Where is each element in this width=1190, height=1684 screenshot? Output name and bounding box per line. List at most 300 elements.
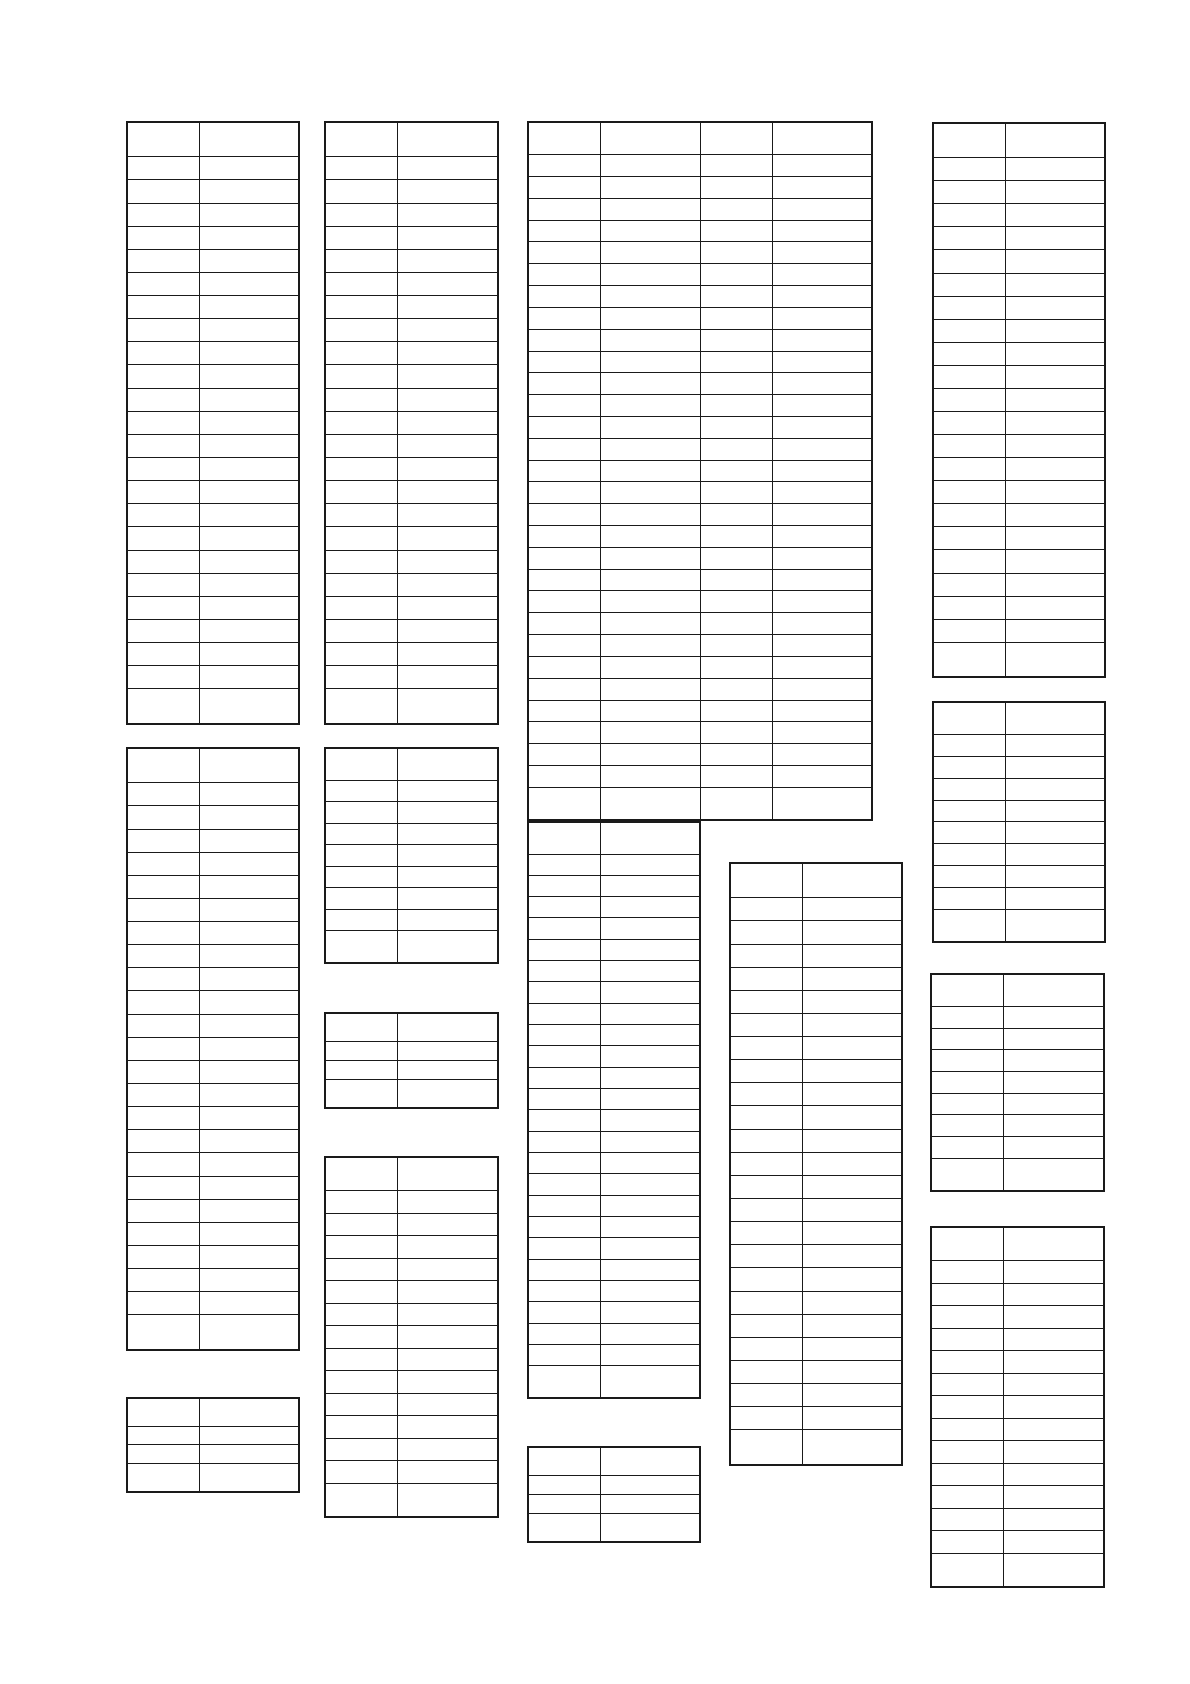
table-cell (600, 656, 700, 678)
table-cell (600, 744, 700, 766)
table-cell (397, 780, 498, 802)
table-cell (397, 802, 498, 824)
table-row (325, 226, 498, 249)
table-row (127, 1222, 299, 1245)
table-cell (1005, 319, 1105, 342)
table-row (325, 620, 498, 643)
table-cell (931, 1486, 1003, 1509)
table-cell (325, 180, 397, 203)
table-cell (127, 226, 199, 249)
table-cell (600, 1174, 700, 1195)
table-row (127, 1199, 299, 1222)
table-cell (700, 504, 772, 526)
table-cell (802, 967, 902, 990)
table-cell (325, 1258, 397, 1281)
table-cell (325, 888, 397, 910)
table-cell (600, 264, 700, 286)
table-cell (600, 1447, 700, 1476)
table-cell (127, 898, 199, 921)
table-cell (528, 1238, 600, 1259)
table-cell (528, 198, 600, 220)
table-cell (600, 613, 700, 635)
table-cell (199, 226, 299, 249)
table-cell (127, 875, 199, 898)
table-cell (600, 875, 700, 896)
table-row (528, 1345, 700, 1366)
table-row (528, 897, 700, 918)
table-cell (700, 329, 772, 351)
table-cell (1003, 1050, 1104, 1072)
table-cell (600, 1025, 700, 1046)
table-cell (127, 1398, 199, 1426)
table-row (730, 1129, 902, 1152)
table-cell (933, 822, 1005, 844)
table-cell (1003, 1373, 1104, 1396)
table-cell (1005, 909, 1105, 942)
table-cell (199, 1176, 299, 1199)
table-cell (127, 643, 199, 666)
table-cell (933, 181, 1005, 204)
table-cell (127, 748, 199, 783)
table-cell (1005, 458, 1105, 481)
table-row (528, 744, 872, 766)
table-cell (1005, 123, 1105, 158)
table-cell (931, 1072, 1003, 1094)
table-cell (600, 395, 700, 417)
table-cell (802, 921, 902, 944)
table-cell (199, 1107, 299, 1130)
table-cell (127, 1246, 199, 1269)
table-cell (397, 1191, 498, 1214)
table-cell (1003, 1227, 1104, 1261)
table-cell (397, 249, 498, 272)
table-cell (931, 1283, 1003, 1306)
table-cell (397, 1213, 498, 1236)
table-cell (600, 897, 700, 918)
table-cell (700, 438, 772, 460)
table-row (933, 458, 1105, 481)
table-cell (199, 157, 299, 180)
table-cell (931, 1441, 1003, 1464)
table-cell (127, 922, 199, 945)
table-cell (397, 1236, 498, 1259)
table-row (933, 757, 1105, 779)
table-cell (528, 961, 600, 982)
table-cell (1005, 435, 1105, 458)
table-cell (1005, 735, 1105, 757)
table-cell (325, 226, 397, 249)
table-cell (199, 596, 299, 619)
table-row (127, 272, 299, 295)
table-row (325, 1438, 498, 1461)
table-cell (1005, 822, 1105, 844)
table-cell (528, 1131, 600, 1152)
table-cell (772, 329, 872, 351)
table-cell (772, 198, 872, 220)
table-cell (730, 967, 802, 990)
table-cell (600, 765, 700, 787)
table-cell (730, 1129, 802, 1152)
table-cell (199, 550, 299, 573)
table-cell (1003, 1158, 1104, 1191)
table-cell (700, 787, 772, 820)
table-cell (528, 1302, 600, 1323)
table-row (127, 1060, 299, 1083)
table-row (127, 1107, 299, 1130)
table-row (325, 1061, 498, 1080)
table-cell (1005, 342, 1105, 365)
table-cell (199, 748, 299, 783)
table-row (528, 1089, 700, 1110)
table-row (325, 666, 498, 689)
table-row (325, 748, 498, 780)
table-cell (700, 569, 772, 591)
table-cell (600, 1195, 700, 1216)
table-cell (199, 852, 299, 875)
table-cell (397, 1371, 498, 1394)
table-cell (528, 264, 600, 286)
table-row (127, 1176, 299, 1199)
table-cell (199, 1445, 299, 1464)
table-row (127, 806, 299, 829)
table-cell (325, 1236, 397, 1259)
table-row (933, 573, 1105, 596)
table-cell (730, 898, 802, 921)
table-cell (199, 1426, 299, 1445)
table-cell (528, 1323, 600, 1344)
table-cell (199, 1398, 299, 1426)
table-cell (600, 678, 700, 700)
table-cell (325, 1213, 397, 1236)
table-row (931, 1508, 1104, 1531)
table-cell (397, 272, 498, 295)
table-cell (199, 643, 299, 666)
table-row (127, 458, 299, 481)
table-row (127, 1398, 299, 1426)
table-cell (772, 591, 872, 613)
table-cell (700, 286, 772, 308)
table-cell (397, 1080, 498, 1109)
table-cell (1005, 204, 1105, 227)
table-cell (199, 411, 299, 434)
table-cell (772, 787, 872, 820)
table-cell (600, 1476, 700, 1495)
table-cell (397, 1326, 498, 1349)
table-cell (700, 526, 772, 548)
table-cell (127, 852, 199, 875)
table-row (325, 180, 498, 203)
table-row (528, 939, 700, 960)
table-row (528, 635, 872, 657)
table-cell (730, 944, 802, 967)
table-cell (933, 481, 1005, 504)
table-cell (730, 1268, 802, 1291)
table-row (127, 620, 299, 643)
table-cell (730, 1407, 802, 1430)
table-cell (802, 1152, 902, 1175)
table-row (528, 1302, 700, 1323)
table-cell (325, 1438, 397, 1461)
table-cell (931, 1508, 1003, 1531)
table-cell (931, 1553, 1003, 1587)
table-row (528, 918, 700, 939)
table-row (931, 1486, 1104, 1509)
table-cell (199, 296, 299, 319)
table-cell (1005, 181, 1105, 204)
table-row (325, 434, 498, 457)
table-cell (600, 438, 700, 460)
table-cell (325, 689, 397, 724)
table-row (127, 666, 299, 689)
table-row (127, 1445, 299, 1464)
table-cell (772, 122, 872, 155)
table-row (528, 765, 872, 787)
table-cell (325, 1393, 397, 1416)
table-row (528, 373, 872, 395)
table-cell (802, 898, 902, 921)
table-cell (528, 897, 600, 918)
table-cell (931, 1028, 1003, 1050)
table-cell (528, 177, 600, 199)
table-cell (1005, 702, 1105, 735)
table-cell (700, 482, 772, 504)
table-cell (127, 504, 199, 527)
table-cell (325, 866, 397, 888)
table-row (528, 1259, 700, 1280)
table-cell (933, 642, 1005, 677)
table-cell (772, 220, 872, 242)
table-row (931, 1463, 1104, 1486)
table-row (931, 1072, 1104, 1094)
blank-table-7 (527, 821, 701, 1399)
table-cell (1005, 550, 1105, 573)
table-cell (397, 1438, 498, 1461)
table-row (933, 735, 1105, 757)
table-cell (397, 434, 498, 457)
table-row (933, 388, 1105, 411)
table-row (730, 1222, 902, 1245)
table-row (528, 1217, 700, 1238)
table-cell (933, 227, 1005, 250)
table-cell (325, 845, 397, 867)
table-cell (528, 122, 600, 155)
table-row (931, 1306, 1104, 1329)
table-cell (802, 1430, 902, 1465)
table-cell (325, 1191, 397, 1214)
table-row (127, 226, 299, 249)
table-row (730, 921, 902, 944)
table-cell (933, 273, 1005, 296)
table-cell (1003, 1283, 1104, 1306)
table-row (528, 1003, 700, 1024)
table-cell (931, 1093, 1003, 1115)
table-cell (1005, 296, 1105, 319)
table-cell (1005, 757, 1105, 779)
table-cell (700, 700, 772, 722)
table-cell (933, 550, 1005, 573)
table-cell (397, 1393, 498, 1416)
table-cell (199, 1153, 299, 1176)
table-cell (933, 123, 1005, 158)
table-cell (933, 909, 1005, 942)
table-cell (700, 395, 772, 417)
table-cell (1003, 1553, 1104, 1587)
table-cell (199, 945, 299, 968)
table-cell (933, 342, 1005, 365)
table-cell (1005, 642, 1105, 677)
table-row (528, 1447, 700, 1476)
table-row (528, 854, 700, 875)
table-cell (931, 1007, 1003, 1029)
table-row (931, 1261, 1104, 1284)
table-row (528, 1153, 700, 1174)
table-cell (802, 1037, 902, 1060)
table-cell (600, 460, 700, 482)
table-row (325, 689, 498, 724)
table-cell (127, 1292, 199, 1315)
table-cell (730, 1175, 802, 1198)
table-row (127, 852, 299, 875)
table-row (325, 504, 498, 527)
table-row (933, 481, 1105, 504)
table-cell (397, 1258, 498, 1281)
table-row (528, 678, 872, 700)
table-row (528, 1366, 700, 1398)
table-cell (1005, 388, 1105, 411)
table-cell (397, 823, 498, 845)
table-row (933, 504, 1105, 527)
table-cell (397, 866, 498, 888)
table-row (127, 829, 299, 852)
table-row (730, 1013, 902, 1036)
table-cell (397, 342, 498, 365)
table-row (325, 802, 498, 824)
table-cell (600, 1281, 700, 1302)
table-row (933, 844, 1105, 866)
table-row (730, 1384, 902, 1407)
table-cell (1003, 1328, 1104, 1351)
table-cell (325, 1281, 397, 1304)
table-row (931, 1553, 1104, 1587)
table-cell (600, 329, 700, 351)
table-cell (199, 272, 299, 295)
table-cell (528, 155, 600, 177)
table-cell (802, 1083, 902, 1106)
table-row (931, 1007, 1104, 1029)
table-cell (397, 504, 498, 527)
table-row (933, 619, 1105, 642)
table-cell (600, 307, 700, 329)
blank-table-11 (324, 1156, 499, 1518)
table-row (730, 1152, 902, 1175)
table-row (931, 1137, 1104, 1159)
table-cell (199, 922, 299, 945)
table-row (933, 273, 1105, 296)
table-cell (1005, 273, 1105, 296)
table-cell (772, 678, 872, 700)
table-cell (933, 800, 1005, 822)
table-cell (127, 434, 199, 457)
table-row (127, 945, 299, 968)
table-cell (772, 547, 872, 569)
table-row (127, 481, 299, 504)
table-cell (397, 296, 498, 319)
table-row (325, 1042, 498, 1061)
table-cell (528, 1003, 600, 1024)
table-cell (600, 722, 700, 744)
table-row (528, 1110, 700, 1131)
table-row (730, 1245, 902, 1268)
table-row (931, 1418, 1104, 1441)
table-cell (700, 635, 772, 657)
table-cell (1003, 1072, 1104, 1094)
table-cell (600, 1259, 700, 1280)
table-cell (199, 180, 299, 203)
table-cell (127, 272, 199, 295)
table-row (325, 573, 498, 596)
table-cell (127, 1315, 199, 1350)
table-cell (325, 296, 397, 319)
table-cell (600, 547, 700, 569)
table-cell (700, 416, 772, 438)
table-row (127, 1153, 299, 1176)
table-row (933, 887, 1105, 909)
table-cell (933, 527, 1005, 550)
table-cell (600, 351, 700, 373)
table-cell (325, 748, 397, 780)
table-cell (933, 619, 1005, 642)
table-row (933, 296, 1105, 319)
table-row (127, 689, 299, 724)
table-cell (199, 122, 299, 157)
table-row (325, 1236, 498, 1259)
table-cell (397, 666, 498, 689)
table-cell (397, 411, 498, 434)
table-cell (600, 177, 700, 199)
table-cell (127, 689, 199, 724)
table-row (528, 307, 872, 329)
table-row (528, 460, 872, 482)
table-cell (933, 296, 1005, 319)
table-cell (1003, 1531, 1104, 1554)
table-cell (931, 1396, 1003, 1419)
table-cell (933, 866, 1005, 888)
table-cell (127, 829, 199, 852)
table-cell (397, 550, 498, 573)
table-cell (802, 1291, 902, 1314)
table-cell (600, 1366, 700, 1398)
table-row (127, 1269, 299, 1292)
table-row (325, 1213, 498, 1236)
table-row (933, 319, 1105, 342)
table-row (528, 242, 872, 264)
table-row (127, 180, 299, 203)
table-cell (528, 1514, 600, 1543)
table-row (325, 596, 498, 619)
table-row (528, 526, 872, 548)
table-cell (802, 1361, 902, 1384)
table-row (931, 1396, 1104, 1419)
table-cell (730, 1245, 802, 1268)
table-cell (730, 1361, 802, 1384)
table-row (127, 388, 299, 411)
table-cell (772, 569, 872, 591)
table-cell (700, 122, 772, 155)
table-row (730, 1337, 902, 1360)
table-cell (933, 757, 1005, 779)
table-row (325, 481, 498, 504)
table-row (325, 296, 498, 319)
